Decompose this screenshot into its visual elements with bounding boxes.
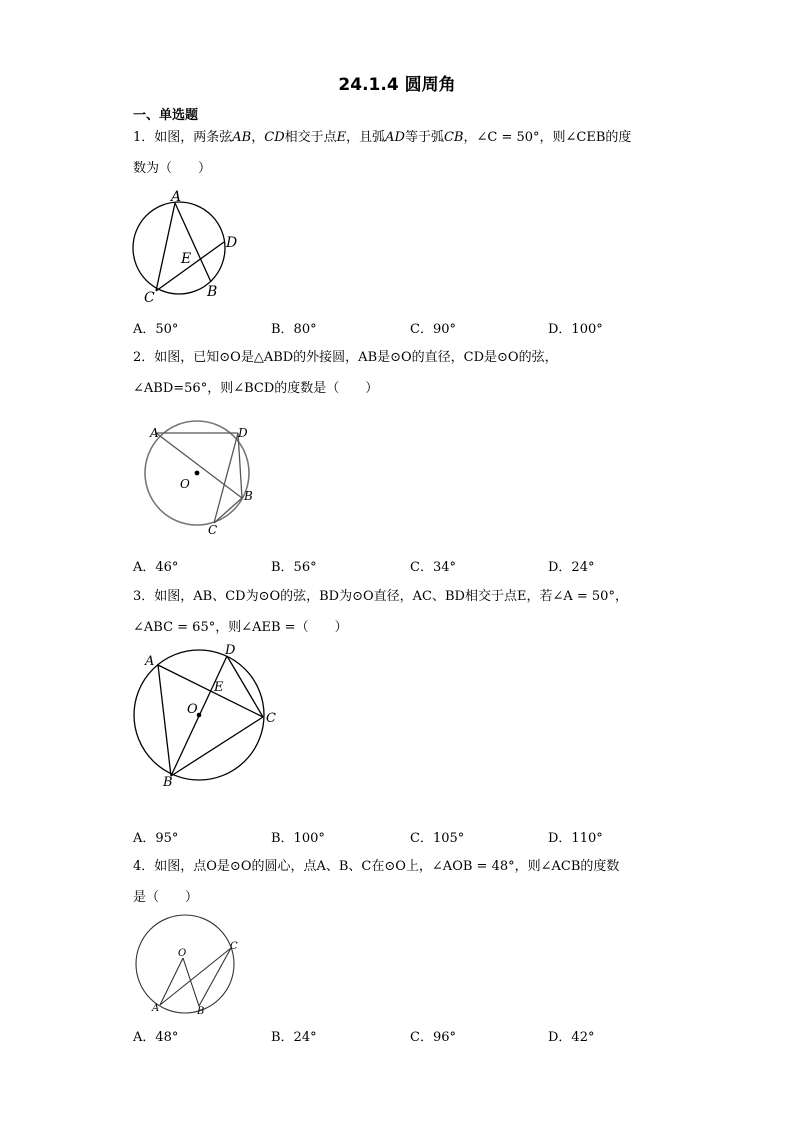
- question-4-line-2: 是（ ）: [133, 890, 199, 905]
- question-4-figure: [130, 910, 250, 1020]
- label-a: A: [171, 189, 182, 205]
- option-b[interactable]: B．24°: [271, 1030, 317, 1045]
- page-title: 24.1.4 圆周角: [338, 75, 456, 95]
- question-3-line-2: ∠ABC = 65°，则∠AEB =（ ）: [133, 620, 348, 635]
- label-c: C: [230, 941, 238, 952]
- question-1-line-1: 1．如图，两条弦AB，CD相交于点E，且弧AD等于弧CB，∠C = 50°，则∠CEB的度: [133, 130, 632, 145]
- label-b: B: [163, 775, 173, 790]
- label-c: C: [266, 711, 276, 726]
- label-a: A: [152, 1003, 160, 1014]
- label-c: C: [144, 290, 155, 306]
- question-3-line-1: 3．如图，AB、CD为⊙O的弦，BD为⊙O直径，AC、BD相交于点E，若∠A = 50°，: [133, 589, 628, 604]
- option-d[interactable]: D．42°: [548, 1030, 595, 1045]
- label-o: O: [180, 477, 190, 491]
- question-3-figure: [125, 640, 285, 790]
- question-2-figure: [140, 420, 265, 540]
- option-a[interactable]: A．46°: [133, 560, 179, 575]
- option-d[interactable]: D．110°: [548, 831, 603, 846]
- question-4-stem: [133, 851, 673, 913]
- question-2-stem: [133, 342, 673, 404]
- label-o: O: [178, 948, 187, 959]
- label-d: D: [226, 235, 238, 251]
- option-b[interactable]: B．56°: [271, 560, 317, 575]
- label-a: A: [145, 654, 155, 669]
- question-1-stem: [133, 122, 673, 184]
- label-b: B: [207, 284, 218, 300]
- option-a[interactable]: A．48°: [133, 1030, 179, 1045]
- label-a: A: [150, 426, 159, 440]
- option-b[interactable]: B．100°: [271, 831, 325, 846]
- option-d[interactable]: D．100°: [548, 322, 603, 337]
- label-e: E: [214, 680, 224, 695]
- option-c[interactable]: C．96°: [410, 1030, 456, 1045]
- option-c[interactable]: C．105°: [410, 831, 465, 846]
- label-e: E: [181, 251, 192, 267]
- option-b[interactable]: B．80°: [271, 322, 317, 337]
- label-o: O: [187, 702, 198, 717]
- section-heading: 一、单选题: [133, 108, 199, 123]
- question-1-line-2: 数为（ ）: [133, 161, 212, 176]
- option-c[interactable]: C．34°: [410, 560, 456, 575]
- question-4-line-1: 4．如图，点O是⊙O的圆心，点A、B、C在⊙O上，∠AOB = 48°，则∠ACB的度数: [133, 859, 620, 874]
- question-3-stem: [133, 581, 673, 643]
- label-b: B: [197, 1006, 205, 1017]
- label-d: D: [238, 426, 248, 440]
- option-d[interactable]: D．24°: [548, 560, 595, 575]
- label-d: D: [225, 643, 236, 658]
- question-2-line-1: 2．如图，已知⊙O是△ABD的外接圆，AB是⊙O的直径，CD是⊙O的弦，: [133, 350, 558, 365]
- question-1-figure: [125, 188, 255, 308]
- label-b: B: [244, 489, 253, 503]
- option-a[interactable]: A．50°: [133, 322, 179, 337]
- label-c: C: [208, 523, 218, 537]
- option-a[interactable]: A．95°: [133, 831, 179, 846]
- question-2-line-2: ∠ABD=56°，则∠BCD的度数是（ ）: [133, 381, 379, 396]
- option-c[interactable]: C．90°: [410, 322, 456, 337]
